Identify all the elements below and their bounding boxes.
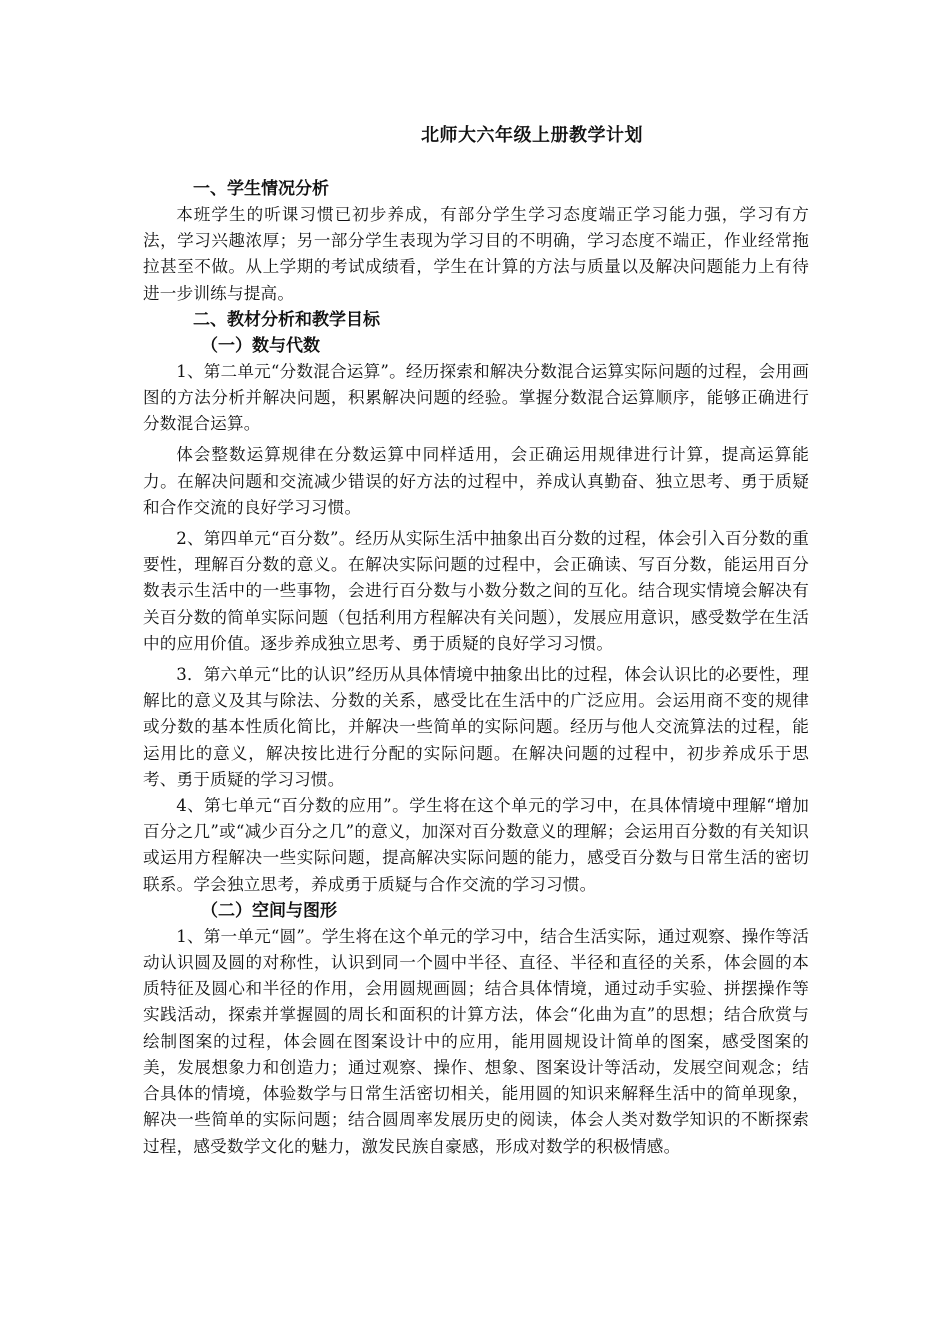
paragraph-unit7-percent-application: 4、第七单元“百分数的应用”。学生将在这个单元的学习中，在具体情境中理解“增加百分之几”或“减少百分之几”的意义，加深对百分数意义的理解；会运用百分数的有关知识或运用方程解决一些实际问题，提高解决实际问题的能力，感受百分数与日常生活的密切联系。学会独立思考，养成勇于质疑与合作交流的学习习惯。 [143, 796, 809, 894]
document-page [143, 120, 809, 1160]
paragraph-integer-rules: 体会整数运算规律在分数运算中同样适用，会正确运用规律进行计算，提高运算能力。在解决问题和交流减少错误的好方法的过程中，养成认真勤奋、独立思考、勇于质疑和合作交流的良好学习习惯。 [143, 445, 809, 517]
paragraph-unit4-percent: 2、第四单元“百分数”。经历从实际生活中抽象出百分数的过程，体会引入百分数的重要性，理解百分数的意义。在解决实际问题的过程中，会正确读、写百分数，能运用百分数表示生活中的一些事物，会进行百分数与小数分数之间的互化。结合现实情境会解决有关百分数的简单实际问题（包括利用方程解决有关问题），发展应用意识，感受数学在生活中的应用价值。逐步养成独立思考、勇于质疑的良好学习习惯。 [143, 529, 809, 653]
paragraph-unit6-ratio: 3．第六单元“比的认识”经历从具体情境中抽象出比的过程，体会认识比的必要性，理解比的意义及其与除法、分数的关系，感受比在生活中的广泛应用。会运用商不变的规律或分数的基本性质化简比，并解决一些简单的实际问题。经历与他人交流算法的过程，能运用比的意义，解决按比进行分配的实际问题。在解决问题的过程中，初步养成乐于思考、勇于质疑的学习习惯。 [143, 665, 809, 789]
paragraph-unit2-fractions: 1、第二单元“分数混合运算”。经历探索和解决分数混合运算实际问题的过程，会用画图的方法分析并解决问题，积累解决问题的经验。掌握分数混合运算顺序，能够正确进行分数混合运算。 [143, 361, 809, 434]
subsection-heading-space-shapes: （二）空间与图形 [201, 900, 337, 921]
document-title: 北师大六年级上册教学计划 [421, 125, 643, 146]
section-heading-student-analysis: 一、学生情况分析 [193, 179, 329, 199]
subsection-heading-numbers-algebra: （一）数与代数 [201, 335, 320, 356]
paragraph-student-analysis: 本班学生的听课习惯已初步养成，有部分学生学习态度端正学习能力强，学习有方法，学习兴趣浓厚；另一部分学生表现为学习目的不明确，学习态度不端正，作业经常拖拉甚至不做。从上学期的考试成绩看，学生在计算的方法与质量以及解决问题能力上有待进一步训练与提高。 [143, 205, 809, 303]
paragraph-unit1-circle: 1、第一单元“圆”。学生将在这个单元的学习中，结合生活实际，通过观察、操作等活动认识圆及圆的对称性，认识到同一个圆中半径、直径、半径和直径的关系，体会圆的本质特征及圆心和半径的作用，会用圆规画圆；结合具体情境，通过动手实验、拼摆操作等实践活动，探索并掌握圆的周长和面积的计算方法，体会“化曲为直”的思想；结合欣赏与绘制图案的过程，体会圆在图案设计中的应用，能用圆规设计简单的图案，感受图案的美，发展想象力和创造力；通过观察、操作、想象、图案设计等活动，发展空间观念；结合具体的情境，体验数学与日常生活密切相关，能用圆的知识来解释生活中的简单现象，解决一些简单的实际问题；结合圆周率发展历史的阅读，体会人类对数学知识的不断探索过程，感受数学文化的魅力，激发民族自豪感，形成对数学的积极情感。 [143, 926, 809, 1156]
section-heading-textbook-analysis: 二、教材分析和教学目标 [193, 309, 380, 330]
